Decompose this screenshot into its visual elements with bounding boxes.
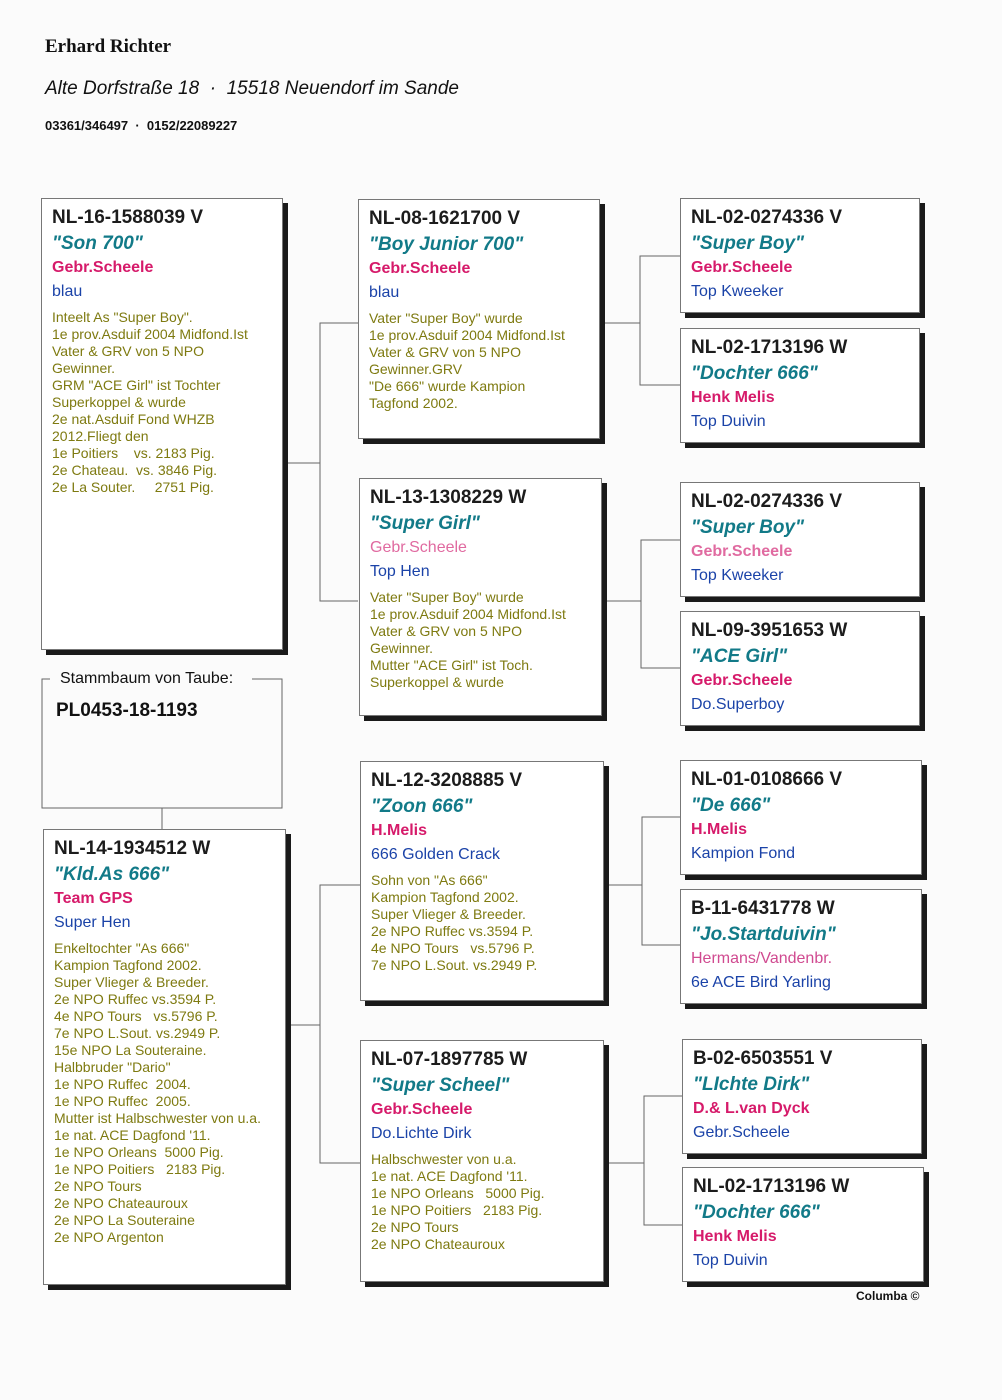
grandfather-paternal-card <box>358 199 600 439</box>
breeder: Gebr.Scheele <box>371 1101 473 1118</box>
breeder: Gebr.Scheele <box>52 259 154 276</box>
grandmother-paternal-card <box>359 478 602 716</box>
note-line: Gewinner.GRV <box>369 361 463 377</box>
note-line: Tagfond 2002. <box>369 395 458 411</box>
note-line: 1e NPO Ruffec 2005. <box>54 1093 191 1109</box>
note-line: Vater "Super Boy" wurde <box>370 589 524 605</box>
pigeon-name: "Son 700" <box>52 233 143 254</box>
note-line: 15e NPO La Souteraine. <box>54 1042 207 1058</box>
pigeon-color: Do.Lichte Dirk <box>371 1125 472 1142</box>
ring-number: NL-02-0274336 V <box>691 491 843 512</box>
note-line: 1e prov.Asduif 2004 Midfond.Ist <box>370 606 566 622</box>
note-line: Vater & GRV von 5 NPO <box>370 623 522 639</box>
pigeon-color: Top Kweeker <box>691 567 784 584</box>
pigeon-color: Top Kweeker <box>691 283 784 300</box>
pigeon-name: "Dochter 666" <box>693 1202 820 1223</box>
note-line: 2e La Souter. 2751 Pig. <box>52 479 214 495</box>
note-line: 1e NPO Orleans 5000 Pig. <box>371 1185 545 1201</box>
note-line: 1e prov.Asduif 2004 Midfond.Ist <box>52 326 248 342</box>
pigeon-name: "ACE Girl" <box>691 646 788 667</box>
pigeon-notes <box>52 309 272 496</box>
pigeon-notes <box>371 872 593 974</box>
note-line: "De 666" wurde Kampion <box>369 378 526 394</box>
breeder: H.Melis <box>371 822 428 839</box>
pigeon-color: Do.Superboy <box>691 696 785 713</box>
note-line: Enkeltochter "As 666" <box>54 940 190 956</box>
note-line: 2e NPO Chateauroux <box>54 1195 188 1211</box>
note-line: Superkoppel & wurde <box>370 674 504 690</box>
pigeon-color: 6e ACE Bird Yarling <box>691 974 831 991</box>
note-line: Mutter "ACE Girl" ist Toch. <box>370 657 533 673</box>
pigeon-color: Super Hen <box>54 914 131 931</box>
pigeon-name: "Super Boy" <box>691 233 805 254</box>
pigeon-notes <box>370 589 591 691</box>
ring-number: NL-02-0274336 V <box>691 207 843 228</box>
note-line: Vater & GRV von 5 NPO <box>52 343 204 359</box>
note-line: 1e NPO Poitiers 2183 Pig. <box>54 1161 226 1177</box>
note-line: Halbbruder "Dario" <box>54 1059 171 1075</box>
pigeon-color: Gebr.Scheele <box>693 1124 790 1141</box>
note-line: Inteelt As "Super Boy". <box>52 309 193 325</box>
great-grandparent-card-1 <box>680 198 920 313</box>
note-line: Vater & GRV von 5 NPO <box>369 344 521 360</box>
pigeon-color: blau <box>52 283 83 300</box>
great-grandparent-card-8 <box>682 1167 924 1282</box>
note-line: 4e NPO Tours vs.5796 P. <box>371 940 535 956</box>
breeder: Gebr.Scheele <box>691 543 793 560</box>
ring-number: NL-07-1897785 W <box>371 1049 528 1070</box>
ring-number: NL-16-1588039 V <box>52 207 204 228</box>
note-line: Vater "Super Boy" wurde <box>369 310 523 326</box>
breeder: Henk Melis <box>691 389 775 406</box>
stammbaum-label: Stammbaum von Taube: <box>54 670 239 688</box>
pigeon-name: "Boy Junior 700" <box>369 234 524 255</box>
note-line: 1e NPO Ruffec 2004. <box>54 1076 191 1092</box>
breeder: Gebr.Scheele <box>691 672 793 689</box>
pigeon-color: Top Duivin <box>691 413 766 430</box>
note-line: Gewinner. <box>370 640 434 656</box>
note-line: Super Vlieger & Breeder. <box>54 974 209 990</box>
note-line: Sohn von "As 666" <box>371 872 488 888</box>
breeder: Gebr.Scheele <box>370 539 467 556</box>
breeder: Hermans/Vandenbr. <box>691 950 833 967</box>
ring-number: B-11-6431778 W <box>691 898 835 919</box>
pigeon-name: "Zoon 666" <box>371 796 473 817</box>
pigeon-name: "Kld.As 666" <box>54 864 170 885</box>
ring-number: NL-02-1713196 W <box>691 337 848 358</box>
note-line: 2e NPO Ruffec vs.3594 P. <box>371 923 534 939</box>
grandfather-maternal-card <box>360 761 604 1001</box>
note-line: 1e nat. ACE Dagfond '11. <box>371 1168 528 1184</box>
grandmother-maternal-card <box>360 1040 604 1282</box>
note-line: Mutter ist Halbschwester von u.a. <box>54 1110 261 1126</box>
pigeon-color: Top Duivin <box>693 1252 768 1269</box>
stammbaum-ring: PL0453-18-1193 <box>56 700 198 721</box>
ring-number: NL-02-1713196 W <box>693 1176 850 1197</box>
owner-name: Erhard Richter <box>45 36 172 57</box>
note-line: 2e NPO La Souteraine <box>54 1212 195 1228</box>
pigeon-name: "Super Scheel" <box>371 1075 510 1096</box>
breeder: Henk Melis <box>693 1228 777 1245</box>
ring-number: NL-12-3208885 V <box>371 770 523 791</box>
note-line: Kampion Tagfond 2002. <box>54 957 202 973</box>
note-line: 4e NPO Tours vs.5796 P. <box>54 1008 218 1024</box>
note-line: 2e NPO Tours <box>371 1219 459 1235</box>
pigeon-color: 666 Golden Crack <box>371 846 500 863</box>
great-grandparent-card-7 <box>682 1039 922 1154</box>
great-grandparent-card-6 <box>680 889 922 1004</box>
breeder: Gebr.Scheele <box>369 260 471 277</box>
note-line: 2e Chateau. vs. 3846 Pig. <box>52 462 217 478</box>
note-line: Super Vlieger & Breeder. <box>371 906 526 922</box>
breeder: D.& L.van Dyck <box>693 1100 810 1117</box>
father-card <box>41 198 283 650</box>
note-line: 2e nat.Asduif Fond WHZB <box>52 411 215 427</box>
breeder: H.Melis <box>691 821 748 838</box>
pigeon-name: "Super Girl" <box>370 513 480 534</box>
pigeon-color: Top Hen <box>370 563 430 580</box>
mother-card <box>43 829 286 1285</box>
great-grandparent-card-4 <box>680 611 920 726</box>
credit-text: Columba © <box>856 1289 920 1303</box>
pigeon-name: "Jo.Startduivin" <box>691 924 836 945</box>
note-line: 7e NPO L.Sout. vs.2949 P. <box>54 1025 221 1041</box>
note-line: 1e prov.Asduif 2004 Midfond.Ist <box>369 327 565 343</box>
pigeon-name: "LIchte Dirk" <box>693 1074 810 1095</box>
breeder: Gebr.Scheele <box>691 259 793 276</box>
ring-number: NL-09-3951653 W <box>691 620 848 641</box>
ring-number: NL-08-1621700 V <box>369 208 521 229</box>
pigeon-name: "De 666" <box>691 795 771 816</box>
note-line: 2e NPO Argenton <box>54 1229 164 1245</box>
note-line: GRM "ACE Girl" ist Tochter <box>52 377 221 393</box>
note-line: 1e NPO Orleans 5000 Pig. <box>54 1144 224 1160</box>
note-line: 2e NPO Tours <box>54 1178 142 1194</box>
great-grandparent-card-5 <box>680 760 922 875</box>
pigeon-name: "Super Boy" <box>691 517 805 538</box>
note-line: 7e NPO L.Sout. vs.2949 P. <box>371 957 538 973</box>
breeder: Team GPS <box>54 890 133 907</box>
note-line: 2e NPO Ruffec vs.3594 P. <box>54 991 217 1007</box>
pigeon-color: blau <box>369 284 400 301</box>
note-line: 1e nat. ACE Dagfond '11. <box>54 1127 211 1143</box>
note-line: Kampion Tagfond 2002. <box>371 889 519 905</box>
note-line: 1e NPO Poitiers 2183 Pig. <box>371 1202 543 1218</box>
note-line: Halbschwester von u.a. <box>371 1151 517 1167</box>
great-grandparent-card-2 <box>680 328 920 443</box>
great-grandparent-card-3 <box>680 482 920 597</box>
note-line: Superkoppel & wurde <box>52 394 186 410</box>
ring-number: NL-01-0108666 V <box>691 769 843 790</box>
pigeon-notes <box>369 310 589 412</box>
note-line: Gewinner. <box>52 360 116 376</box>
ring-number: NL-13-1308229 W <box>370 487 527 508</box>
pigeon-notes <box>371 1151 593 1253</box>
ring-number: B-02-6503551 V <box>693 1048 833 1069</box>
owner-address: Alte Dorfstraße 18 · 15518 Neuendorf im Sande <box>45 78 460 99</box>
pigeon-notes <box>54 940 275 1246</box>
ring-number: NL-14-1934512 W <box>54 838 211 859</box>
pigeon-name: "Dochter 666" <box>691 363 818 384</box>
pigeon-color: Kampion Fond <box>691 845 796 862</box>
owner-phone: 03361/346497 · 0152/22089227 <box>45 118 238 133</box>
note-line: 1e Poitiers vs. 2183 Pig. <box>52 445 215 461</box>
note-line: 2e NPO Chateauroux <box>371 1236 505 1252</box>
note-line: 2012.Fliegt den <box>52 428 149 444</box>
